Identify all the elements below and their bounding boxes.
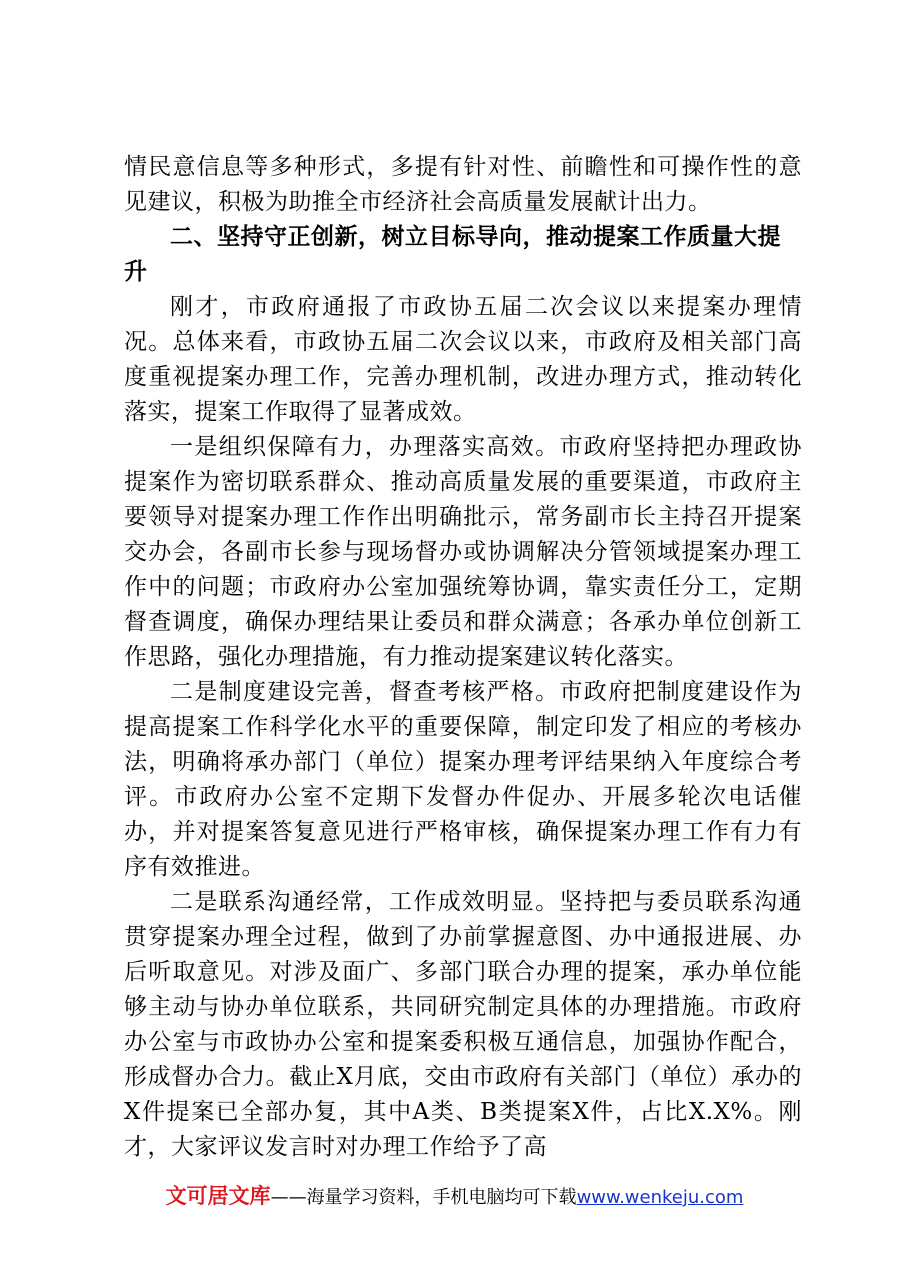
document-body — [124, 150, 802, 1165]
footer-link[interactable]: www.wenkeju.com — [576, 1187, 744, 1208]
footer-banner — [0, 1182, 909, 1212]
paragraph-continued: 情民意信息等多种形式，多提有针对性、前瞻性和可操作性的意见建议，积极为助推全市经济社会高质量发展献计出力。 — [124, 154, 802, 215]
paragraph-system-building: 二是制度建设完善，督查考核严格。市政府把制度建设作为提高提案工作科学化水平的重要保障，制定印发了相应的考核办法，明确将承办部门（单位）提案办理考评结果纳入年度综合考评。市政府办公室不定期下发督办件促办、开展多轮次电话催办，并对提案答复意见进行严格审核，确保提案办理工作有力有序有效推进。 — [124, 679, 802, 880]
paragraph-communication: 二是联系沟通经常，工作成效明显。坚持把与委员联系沟通贯穿提案办理全过程，做到了办前掌握意图、办中通报进展、办后听取意见。对涉及面广、多部门联合办理的提案，承办单位能够主动与协办单位联系，共同研究制定具体的办理措施。市政府办公室与市政协办公室和提案委积极互通信息，加强协作配合，形成督办合力。截止X月底，交由市政府有关部门（单位）承办的X件提案已全部办复，其中A类、B类提案X件，占比X.X%。刚才，大家评议发言时对办理工作给予了高 — [124, 889, 802, 1160]
paragraph-overview: 刚才，市政府通报了市政协五届二次会议以来提案办理情况。总体来看，市政协五届二次会议以来，市政府及相关部门高度重视提案办理工作，完善办理机制，改进办理方式，推动转化落实，提案工作取得了显著成效。 — [124, 294, 802, 425]
footer-brand: 文可居文库 — [165, 1184, 271, 1208]
section-heading: 二、坚持守正创新，树立目标导向，推动提案工作质量大提升 — [124, 224, 781, 285]
footer-slogan: ——海量学习资料，手机电脑均可下载 — [270, 1187, 577, 1208]
paragraph-organization: 一是组织保障有力，办理落实高效。市政府坚持把办理政协提案作为密切联系群众、推动高质量发展的重要渠道，市政府主要领导对提案办理工作作出明确批示，常务副市长主持召开提案交办会，各副市长参与现场督办或协调解决分管领域提案办理工作中的问题；市政府办公室加强统筹协调，靠实责任分工，定期督查调度，确保办理结果让委员和群众满意；各承办单位创新工作思路，强化办理措施，有力推动提案建议转化落实。 — [124, 434, 802, 670]
